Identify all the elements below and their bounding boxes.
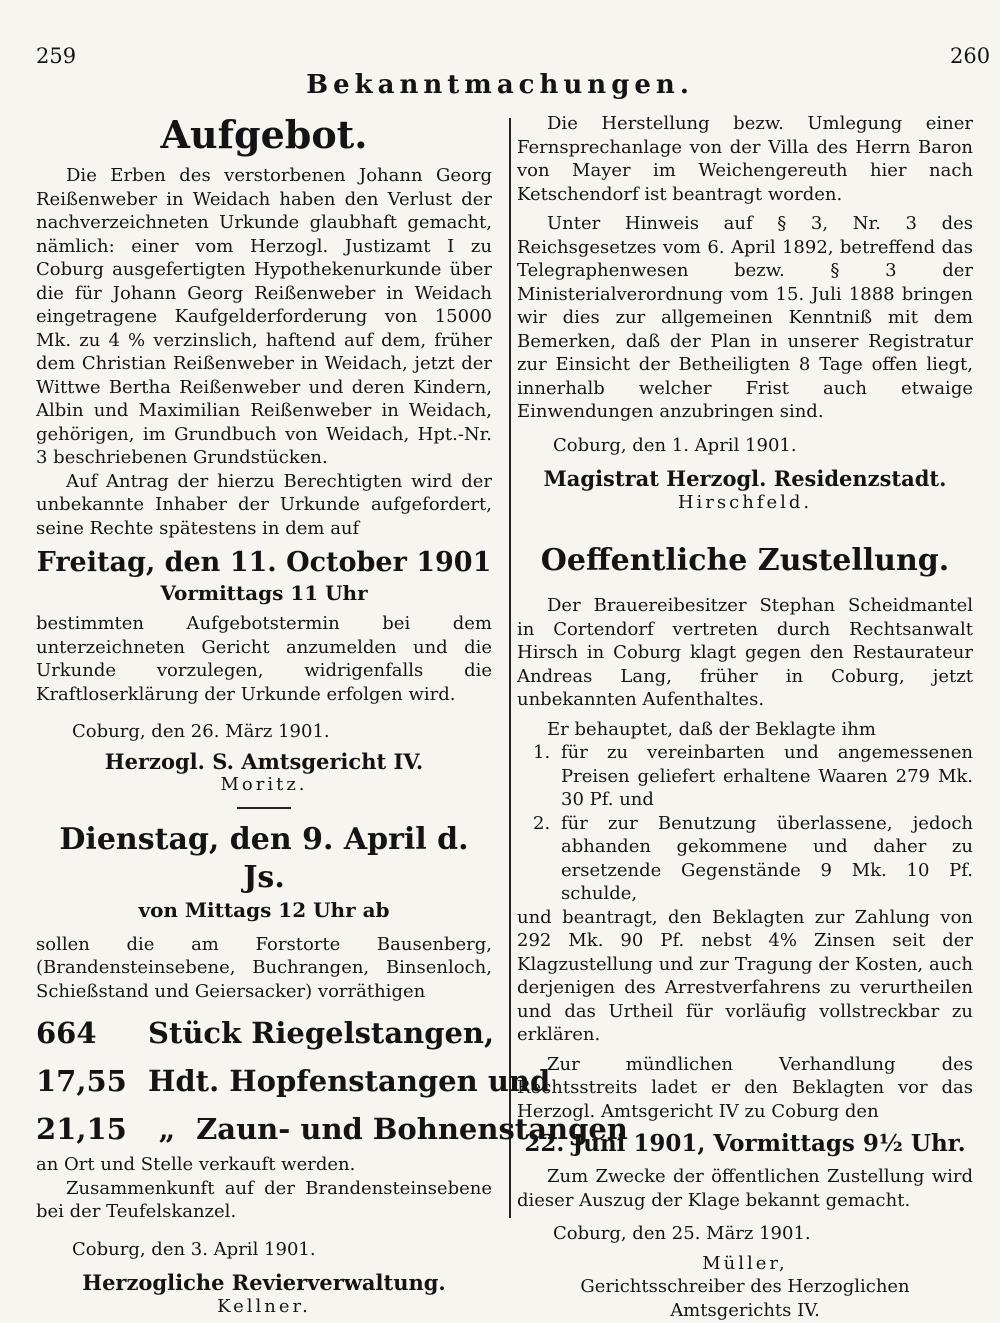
holz-paragraph-1: sollen die am Forstorte Bausenberg, (Brandensteinsebene, Buchrangen, Binsenloch, Schießstand und Geiersacker) vorräthigen [36, 933, 492, 1002]
zustellung-signer: Müller, [702, 1252, 788, 1274]
separator-rule [237, 807, 291, 809]
aufgebot-date: Freitag, den 11. October 1901 [36, 547, 492, 578]
holz-subheading: von Mittags 12 Uhr ab [138, 897, 390, 922]
claim-item [517, 741, 973, 812]
claim-item [517, 812, 973, 906]
claim-item-number: 2. [533, 812, 551, 834]
fern-signer: Hirschfeld. [677, 491, 813, 513]
holz-heading: Dienstag, den 9. April d. Js. [59, 821, 469, 895]
fern-place-date: Coburg, den 1. April 1901. [553, 434, 797, 456]
fern-paragraph-1: Die Herstellung bezw. Umlegung einer Fernsprechanlage von der Villa des Herrn Baron von Mayer im Weichengereuth hier nach Ketschendorf ist beantragt worden. [517, 113, 973, 205]
aufgebot-paragraph-2: Auf Antrag der hierzu Berechtigten wird der unbekannte Inhaber der Urkunde aufgefordert, seine Rechte spätestens in dem auf [36, 470, 492, 539]
aufgebot-heading: Aufgebot. [160, 112, 368, 157]
right-column [517, 112, 973, 1322]
zustellung-place-date: Coburg, den 25. März 1901. [553, 1223, 811, 1244]
holz-authority: Herzogliche Revierverwaltung. [82, 1270, 446, 1295]
claim-item-text: für zur Benutzung überlassene, jedoch abhanden gekommene und daher zu ersetzende Gegenstände 9 Mk. 10 Pf. schulde, [561, 812, 973, 904]
zustellung-paragraph-3: und beantragt, den Beklagten zur Zahlung von 292 Mk. 90 Pf. nebst 4% Zinsen seit der Klagzustellung und zur Tragung der Kosten, auch derjenigen des Arrestverfahrens zu verurtheilen und das Urtheil für vorläufig vollstreckbar zu erklären. [517, 906, 973, 1045]
holz-item-unit: Stück [148, 1016, 242, 1050]
column-divider [509, 118, 511, 1218]
aufgebot-place-date: Coburg, den 26. März 1901. [72, 721, 330, 742]
aufgebot-paragraph-1: Die Erben des verstorbenen Johann Georg Reißenweber in Weidach haben den Verlust der nachverzeichneten Urkunde glaubhaft gemacht, nämlich: einer vom Herzogl. Justizamt I zu Coburg ausgefertigten Hypothekenurkunde über die für Johann Georg Reißenweber in Weidach eingetragene Kaufgelderforderung von 15000 Mk. zu 4 % verzinslich, haftend auf dem, früher dem Christian Reißenweber in Weidach, jetzt der Wittwe Bertha Reißenweber und deren Kindern, Albin und Maximilian Reißenweber in Weidach, gehörigen, im Grundbuch von Weidach, Hpt.-Nr. 3 beschriebenen Grundstücken. [36, 165, 492, 468]
fern-paragraph-2: Unter Hinweis auf § 3, Nr. 3 des Reichsgesetzes vom 6. April 1892, betreffend das Telegraphenwesen bezw. § 3 der Ministerialverordnung vom 15. Juli 1888 bringen wir dies zur allgemeinen Kenntniß mit dem Bemerken, daß der Plan in unserer Registratur zur Einsicht der Betheiligten 8 Tage offen liegt, innerhalb welcher Frist auch etwaige Einwendungen anzubringen sind. [517, 213, 973, 422]
holz-item [36, 1009, 495, 1057]
holz-item [36, 1057, 551, 1105]
zustellung-paragraph-2: Er behauptet, daß der Beklagte ihm [547, 718, 876, 740]
zustellung-paragraph-5: Zum Zwecke der öffentlichen Zustellung wird dieser Auszug der Klage bekannt gemacht. [517, 1166, 973, 1211]
holz-item-text: Riegelstangen, [251, 1016, 495, 1050]
claim-item-number: 1. [533, 742, 551, 763]
fern-authority: Magistrat Herzogl. Residenzstadt. [543, 466, 947, 491]
aufgebot-paragraph-3: bestimmten Aufgebotstermin bei dem unterzeichneten Gericht anzumelden und die Urkunde vorzulegen, widrigenfalls die Kraftloserklärung der Urkunde erfolgen wird. [36, 613, 492, 705]
zustellung-heading: Oeffentliche Zustellung. [540, 543, 950, 578]
aufgebot-signer: Moritz. [220, 774, 308, 795]
holz-item-qty: 664 [36, 1016, 97, 1050]
holz-item-qty: 21,15 [36, 1112, 127, 1146]
holz-item-unit: Hdt. [148, 1064, 220, 1098]
holz-item-unit: „ [158, 1112, 176, 1146]
claim-item-text: für zu vereinbarten und angemessenen Preisen geliefert erhaltene Waaren 279 Mk. 30 Pf. und [561, 742, 973, 810]
zustellung-date: 22. Juni 1901, Vormittags 9½ Uhr. [524, 1130, 966, 1157]
holz-signer: Kellner. [217, 1295, 311, 1317]
holz-item [36, 1105, 628, 1153]
zustellung-paragraph-1: Der Brauereibesitzer Stephan Scheidmantel in Cortendorf vertreten durch Rechtsanwalt Hirsch in Coburg klagt gegen den Restaurateur Andreas Lang, früher in Coburg, jetzt unbekannten Aufenthaltes. [517, 595, 973, 710]
zustellung-paragraph-4: Zur mündlichen Verhandlung des Rechtsstreits ladet er den Beklagten vor das Herzogl. Amtsgericht IV zu Coburg den [517, 1053, 973, 1122]
section-title: Bekanntmachungen. [306, 70, 694, 100]
aufgebot-authority: Herzogl. S. Amtsgericht IV. [104, 748, 424, 774]
page-number-left: 259 [36, 44, 77, 68]
aufgebot-time: Vormittags 11 Uhr [160, 581, 368, 605]
holz-item-text: Hopfenstangen und [229, 1064, 551, 1098]
holz-paragraph-3: Zusammenkunft auf der Brandensteinsebene bei der Teufelskanzel. [36, 1177, 492, 1222]
left-column [36, 112, 628, 1318]
page-number-right: 260 [950, 44, 991, 68]
holz-place-date: Coburg, den 3. April 1901. [72, 1238, 316, 1260]
holz-paragraph-2: an Ort und Stelle verkauft werden. [36, 1154, 356, 1175]
holz-item-text: Zaun- und Bohnenstangen [196, 1112, 628, 1146]
holz-item-qty: 17,55 [36, 1064, 127, 1098]
zustellung-authority: Gerichtsschreiber des Herzoglichen Amtsgerichts IV. [580, 1276, 910, 1321]
